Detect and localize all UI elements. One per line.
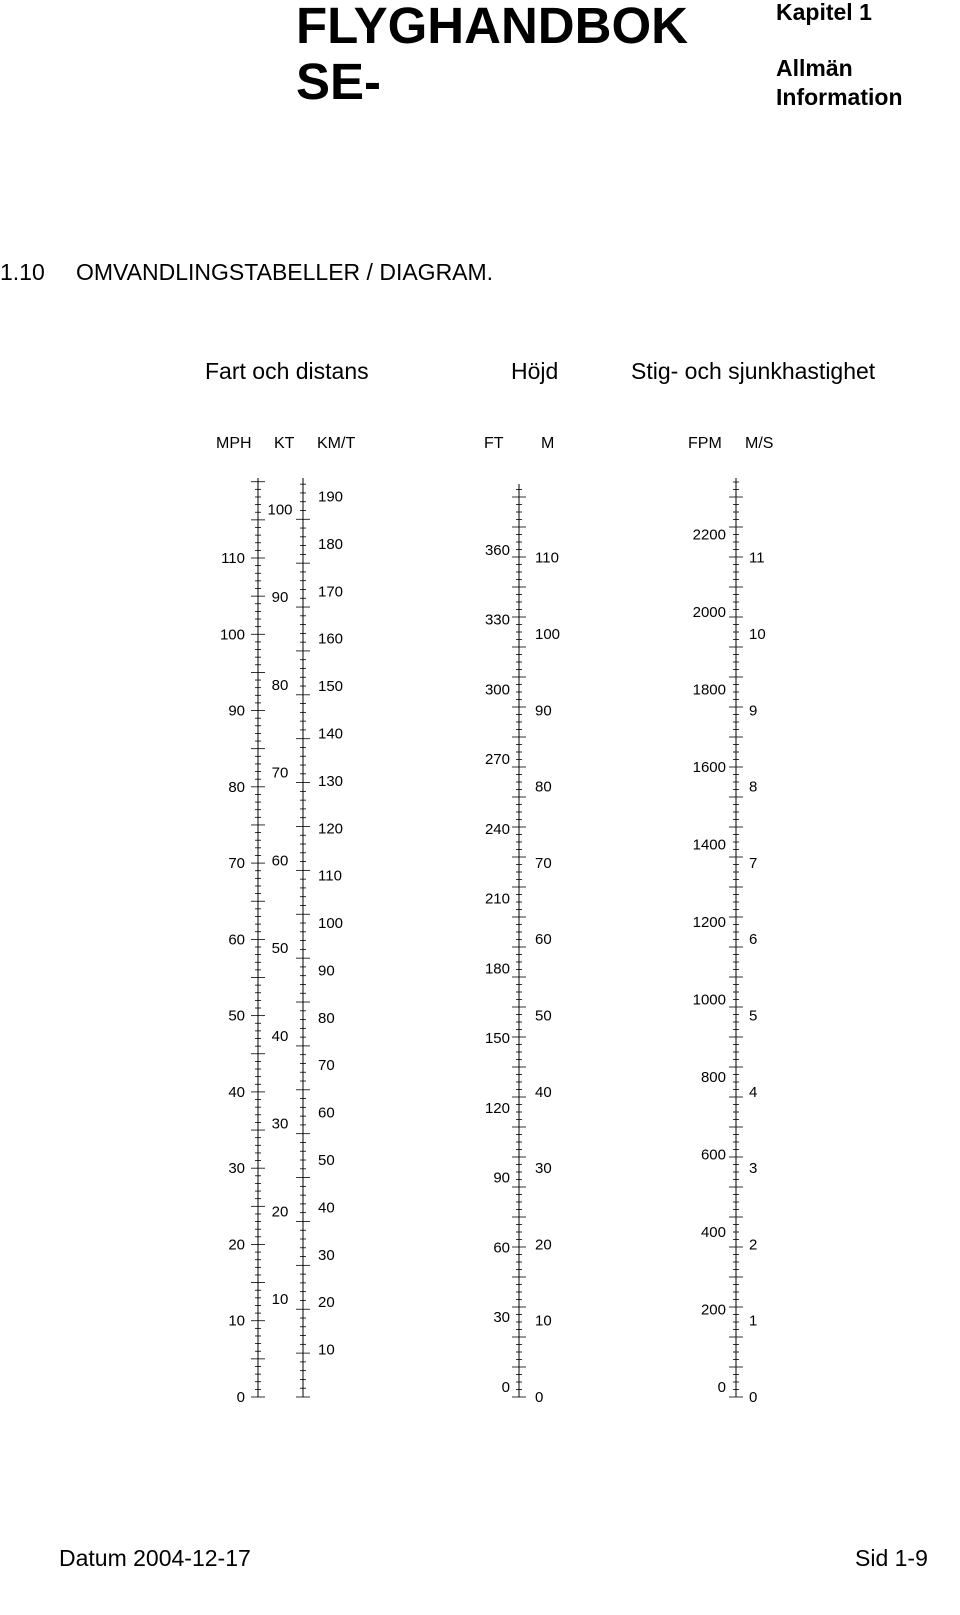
kmh-tick-label: 60 <box>318 1104 335 1122</box>
ms-tick-label: 10 <box>749 626 766 643</box>
ft-tick-label: 150 <box>484 1030 510 1048</box>
section-label: Allmän Information <box>776 55 903 110</box>
ft-tick-label: 360 <box>484 541 510 559</box>
fpm-tick-label: 2000 <box>692 603 726 621</box>
kmh-tick-label: 50 <box>318 1152 335 1170</box>
chapter-label: Kapitel 1 <box>776 0 872 25</box>
kmh-tick-label: 20 <box>318 1294 335 1312</box>
mph-tick-label: 30 <box>228 1160 245 1178</box>
ms-tick-label: 5 <box>749 1007 758 1025</box>
ft-tick-label: 270 <box>484 751 510 769</box>
ms-tick-label: 2 <box>749 1236 758 1254</box>
ft-tick-label: 120 <box>484 1099 510 1117</box>
mph-tick-label: 40 <box>228 1083 245 1101</box>
unit-label-mph: MPH <box>216 435 252 452</box>
kmh-tick-label: 100 <box>318 915 344 933</box>
kmh-tick-label: 10 <box>318 1341 335 1359</box>
mph-tick-label: 110 <box>221 550 245 567</box>
kmh-tick-label: 70 <box>318 1057 335 1075</box>
ft-tick-label: 240 <box>484 820 510 838</box>
document-title-line-1: FLYGHANDBOK <box>296 0 688 54</box>
kt-tick-label: 100 <box>267 501 293 519</box>
kmh-tick-label: 40 <box>318 1199 335 1217</box>
kmh-tick-label: 110 <box>318 867 342 885</box>
mph-tick-label: 70 <box>228 855 245 873</box>
ms-tick-label: 7 <box>749 854 758 872</box>
m-tick-label: 100 <box>535 626 561 643</box>
kmh-tick-label: 130 <box>318 772 344 790</box>
unit-label-fpm: FPM <box>688 435 722 452</box>
kt-tick-label: 80 <box>271 676 289 694</box>
m-tick-label: 0 <box>535 1389 544 1406</box>
m-tick-label: 10 <box>535 1312 552 1330</box>
unit-label-ms: M/S <box>745 435 774 452</box>
ms-tick-label: 6 <box>749 931 758 949</box>
kmh-tick-label: 180 <box>318 535 344 553</box>
document-title-line-2: SE- <box>296 53 382 110</box>
footer-page-number: Sid 1-9 <box>855 1545 928 1571</box>
m-tick-label: 20 <box>535 1236 552 1254</box>
mph-tick-label: 0 <box>236 1389 245 1406</box>
kt-tick-label: 50 <box>271 940 289 958</box>
kmh-tick-label: 30 <box>318 1246 335 1264</box>
kt-tick-label: 60 <box>271 852 289 870</box>
kmh-tick-label: 150 <box>318 678 344 696</box>
unit-label-m: M <box>541 435 555 452</box>
fpm-tick-label: 1000 <box>692 991 726 1009</box>
m-tick-label: 110 <box>535 549 559 567</box>
ms-tick-label: 3 <box>749 1160 758 1178</box>
kmh-tick-label: 140 <box>318 725 344 743</box>
ms-tick-label: 1 <box>749 1312 758 1330</box>
mph-tick-label: 100 <box>219 626 245 644</box>
ft-tick-label: 30 <box>493 1309 510 1327</box>
kt-tick-label: 20 <box>271 1203 289 1221</box>
group-title-altitude: Höjd <box>511 358 559 384</box>
group-title-speed-distance: Fart och distans <box>205 358 369 384</box>
fpm-tick-label: 200 <box>700 1301 726 1319</box>
ft-tick-label: 90 <box>493 1169 510 1187</box>
fpm-tick-label: 0 <box>717 1379 726 1396</box>
mph-tick-label: 90 <box>228 702 245 720</box>
kmh-tick-label: 170 <box>318 583 344 601</box>
kt-tick-label: 10 <box>271 1291 289 1309</box>
ms-tick-label: 4 <box>749 1083 758 1101</box>
kmh-tick-label: 80 <box>318 1009 335 1027</box>
unit-label-kmh: KM/T <box>317 435 356 452</box>
unit-label-kt: KT <box>274 435 295 452</box>
m-tick-label: 40 <box>535 1083 552 1101</box>
ms-tick-label: 11 <box>749 549 765 567</box>
fpm-tick-label: 400 <box>700 1223 726 1241</box>
unit-label-ft: FT <box>484 435 504 452</box>
kmh-tick-label: 120 <box>318 820 344 838</box>
section-heading-text: OMVANDLINGSTABELLER / DIAGRAM. <box>76 259 494 285</box>
mph-tick-label: 20 <box>228 1236 245 1254</box>
m-tick-label: 50 <box>535 1007 552 1025</box>
fpm-tick-label: 1600 <box>692 758 726 776</box>
fpm-tick-label: 1200 <box>692 913 726 931</box>
kmh-tick-label: 160 <box>318 630 344 648</box>
m-tick-label: 70 <box>535 854 552 872</box>
fpm-tick-label: 600 <box>700 1146 726 1164</box>
kt-tick-label: 30 <box>271 1115 289 1133</box>
ft-tick-label: 330 <box>484 611 510 629</box>
kt-tick-label: 40 <box>271 1027 289 1045</box>
m-tick-label: 80 <box>535 778 552 796</box>
ft-tick-label: 300 <box>484 681 510 699</box>
kmh-tick-label: 90 <box>318 962 335 980</box>
kt-tick-label: 90 <box>271 589 289 607</box>
m-tick-label: 30 <box>535 1160 552 1178</box>
footer-date: Datum 2004-12-17 <box>59 1545 251 1571</box>
group-title-climb-rate: Stig- och sjunkhastighet <box>631 358 876 384</box>
mph-tick-label: 50 <box>228 1007 245 1025</box>
fpm-tick-label: 2200 <box>692 526 726 544</box>
mph-tick-label: 10 <box>228 1312 245 1330</box>
kt-tick-label: 70 <box>271 764 289 782</box>
mph-tick-label: 60 <box>228 931 245 949</box>
ft-tick-label: 180 <box>484 960 510 978</box>
fpm-tick-label: 800 <box>700 1068 726 1086</box>
mph-tick-label: 80 <box>228 778 245 796</box>
ft-tick-label: 0 <box>501 1379 510 1396</box>
fpm-tick-label: 1800 <box>692 681 726 699</box>
m-tick-label: 90 <box>535 702 552 720</box>
ms-tick-label: 8 <box>749 778 758 796</box>
kmh-tick-label: 190 <box>318 488 344 506</box>
section-number: 1.10 <box>0 259 45 285</box>
ft-tick-label: 60 <box>493 1239 510 1257</box>
m-tick-label: 60 <box>535 931 552 949</box>
ms-tick-label: 0 <box>749 1389 758 1406</box>
fpm-tick-label: 1400 <box>692 836 726 854</box>
ms-tick-label: 9 <box>749 702 758 720</box>
ft-tick-label: 210 <box>484 890 510 908</box>
